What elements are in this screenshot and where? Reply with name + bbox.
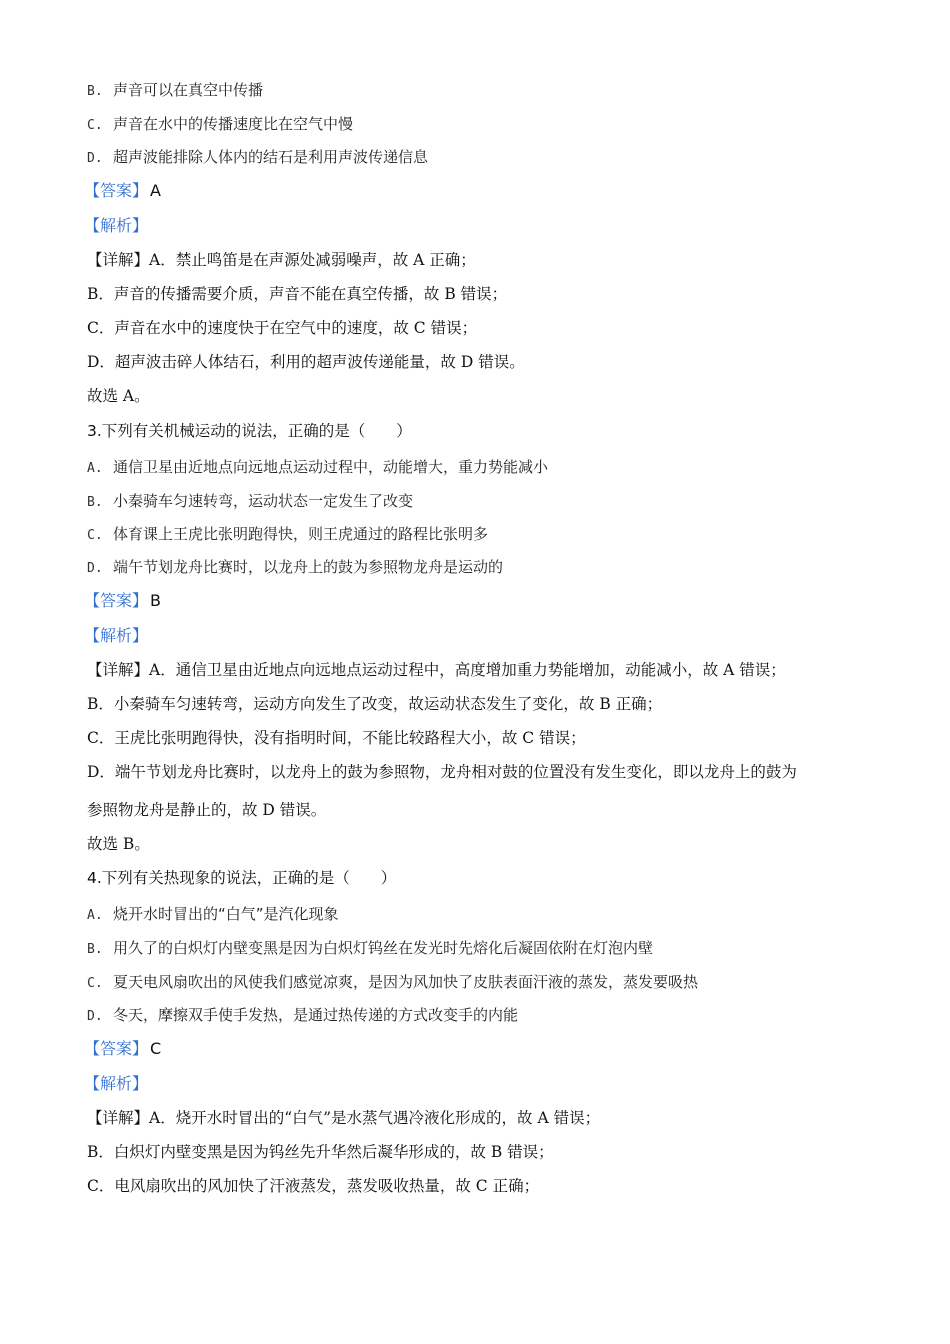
answer-tag: 【答案】 — [84, 591, 149, 610]
q3-detail-c: C．王虎比张明跑得快，没有指明时间，不能比较路程大小，故 C 错误； — [87, 729, 586, 747]
option-letter: A. — [87, 908, 103, 923]
q3-detail-b: B．小秦骑车匀速转弯，运动方向发生了改变，故运动状态发生了变化，故 B 正确； — [87, 695, 663, 713]
answer-tag: 【答案】 — [84, 181, 149, 200]
detail-text: A．禁止鸣笛是在声源处减弱噪声，故 A 正确； — [149, 251, 476, 269]
option-letter: B. — [87, 942, 103, 957]
option-text: 端午节划龙舟比赛时，以龙舟上的鼓为参照物龙舟是运动的 — [113, 558, 504, 576]
analysis-tag: 【解析】 — [84, 626, 149, 645]
q2-detail-c: C．声音在水中的速度快于在空气中的速度，故 C 错误； — [87, 319, 478, 337]
q3-option-a — [87, 457, 548, 479]
option-letter: D. — [87, 1009, 103, 1024]
option-letter: D. — [87, 151, 103, 166]
q4-answer — [84, 1039, 161, 1059]
option-letter: B. — [87, 84, 103, 99]
option-letter: B. — [87, 495, 103, 510]
answer-value: B — [150, 591, 161, 610]
q2-option-c — [87, 114, 353, 136]
option-text: 体育课上王虎比张明跑得快，则王虎通过的路程比张明多 — [113, 525, 489, 543]
q4-analysis-heading — [84, 1074, 148, 1094]
q2-option-b — [87, 80, 263, 102]
detail-text: A．烧开水时冒出的“白气”是水蒸气遇冷液化形成的，故 A 错误； — [149, 1109, 601, 1127]
analysis-tag: 【解析】 — [84, 1074, 149, 1093]
answer-value: C — [150, 1039, 162, 1058]
detail-tag: 【详解】 — [87, 661, 150, 679]
option-text: 夏天电风扇吹出的风使我们感觉凉爽，是因为风加快了皮肤表面汗液的蒸发，蒸发要吸热 — [113, 973, 699, 991]
option-text: 声音在水中的传播速度比在空气中慢 — [113, 115, 354, 133]
option-text: 用久了的白炽灯内壁变黑是因为白炽灯钨丝在发光时先熔化后凝固依附在灯泡内壁 — [113, 939, 654, 957]
option-text: 通信卫星由近地点向远地点运动过程中，动能增大，重力势能减小 — [113, 458, 549, 476]
q2-answer — [84, 181, 161, 201]
option-text: 冬天，摩擦双手使手发热，是通过热传递的方式改变手的内能 — [113, 1006, 519, 1024]
q3-option-c — [87, 524, 488, 546]
option-letter: A. — [87, 461, 103, 476]
option-letter: C. — [87, 976, 103, 991]
q2-analysis-heading — [84, 216, 148, 236]
detail-text: A．通信卫星由近地点向远地点运动过程中，高度增加重力势能增加，动能减小，故 A 错误； — [149, 661, 786, 679]
option-text: 声音可以在真空中传播 — [113, 81, 264, 99]
q3-detail-d: D．端午节划龙舟比赛时，以龙舟上的鼓为参照物，龙舟相对鼓的位置没有发生变化，即以龙舟上的鼓为 — [87, 763, 797, 781]
option-letter: D. — [87, 561, 103, 576]
detail-tag: 【详解】 — [87, 1109, 150, 1127]
q4-option-d — [87, 1005, 518, 1027]
q4-stem: 4.下列有关热现象的说法，正确的是（ ） — [87, 869, 397, 887]
answer-tag: 【答案】 — [84, 1039, 149, 1058]
q2-option-d — [87, 147, 428, 169]
q4-detail-a — [87, 1108, 600, 1128]
q3-analysis-heading — [84, 626, 148, 646]
option-text: 烧开水时冒出的“白气”是汽化现象 — [113, 905, 339, 923]
q3-detail-d-cont: 参照物龙舟是静止的，故 D 错误。 — [87, 801, 327, 819]
answer-value: A — [150, 181, 161, 200]
q3-detail-a — [87, 660, 786, 680]
q4-option-c — [87, 972, 698, 994]
q4-detail-c: C．电风扇吹出的风加快了汗液蒸发，蒸发吸收热量，故 C 正确； — [87, 1177, 540, 1195]
option-letter: C. — [87, 118, 103, 133]
analysis-tag: 【解析】 — [84, 216, 149, 235]
q2-detail-d: D．超声波击碎人体结石，利用的超声波传递能量，故 D 错误。 — [87, 353, 525, 371]
q2-detail-a — [87, 250, 476, 270]
q3-option-b — [87, 491, 413, 513]
q2-detail-b: B．声音的传播需要介质，声音不能在真空传播，故 B 错误； — [87, 285, 508, 303]
q3-answer — [84, 591, 161, 611]
q3-stem: 3.下列有关机械运动的说法，正确的是（ ） — [87, 422, 412, 440]
q2-conclusion: 故选 A。 — [87, 387, 150, 405]
q3-option-d — [87, 557, 503, 579]
option-text: 小秦骑车匀速转弯，运动状态一定发生了改变 — [113, 492, 414, 510]
detail-tag: 【详解】 — [87, 251, 150, 269]
q4-detail-b: B．白炽灯内壁变黑是因为钨丝先升华然后凝华形成的，故 B 错误； — [87, 1143, 554, 1161]
q4-option-b — [87, 938, 653, 960]
q4-option-a — [87, 904, 339, 926]
option-letter: C. — [87, 528, 103, 543]
option-text: 超声波能排除人体内的结石是利用声波传递信息 — [113, 148, 429, 166]
q3-conclusion: 故选 B。 — [87, 835, 150, 853]
